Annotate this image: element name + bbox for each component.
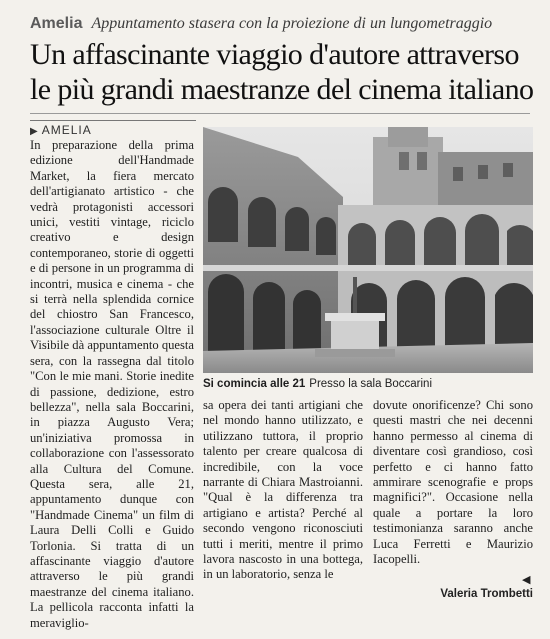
dateline-text: AMELIA (41, 123, 92, 137)
dateline (30, 120, 196, 137)
headline (30, 37, 540, 107)
headline-line-2: le più grandi maestranze del cinema italiano (30, 73, 534, 106)
article-column-1 (30, 138, 194, 630)
kicker (30, 15, 540, 33)
kicker-place: Amelia (30, 15, 83, 32)
article-column-2-text: sa opera dei tanti artigiani che nel mondo hanno utilizzato, e utilizzano tuttora, il proprio talento per creare qualcosa di incredibile, con la voce narrante di Chiara Mastroianni. "Qual è la differenza tra artigiano e artista? Perché al secondo vengono riconosciuti tutti i meriti, mentre il primo lavora nascosto in una bottega, in un laboratorio, senza le (203, 398, 363, 582)
article-column-3 (373, 398, 533, 578)
byline: Valeria Trombetti (440, 588, 533, 600)
headline-line-1: Un affascinante viaggio d'autore attraverso (30, 38, 519, 71)
dateline-arrow-icon: ▶ (30, 126, 39, 137)
article-column-2 (203, 398, 363, 603)
headline-rule (30, 113, 530, 114)
cloister-arcade-photo (203, 127, 533, 373)
article-photo (203, 127, 533, 373)
caption-time: Si comincia alle 21 (203, 378, 306, 390)
article-column-3-text: dovute onorificenze? Chi sono questi mastri che nei decenni hanno permesso al cinema di diventare così grandioso, così perfetto e ci hanno fatto ammirare scenografie e props magnifici?". Occasione nella quale a portare la loro testimonianza saranno anche Luca Ferretti e Maurizio Iacopelli. (373, 398, 533, 567)
photo-caption (203, 378, 533, 390)
caption-text: Presso la sala Boccarini (309, 378, 433, 390)
article-column-1-text: In preparazione della prima edizione dell'Handmade Market, la fiera mercato dell'artigianato artistico - che vedrà protagonisti accessori unici, vestiti vintage, riciclo creativo e design contemporaneo, storie di oggetti e di persone in un programma di incontri, musica e cinema - che si terrà nella splendida cornice del chiostro San Francesco, l'associazione culturale Oltre il Visibile dà appuntamento questa sera, con la rassegna dal titolo "Con le mie mani. Storie inedite di passione, dedizione, estro bellezza", nella sala Boccarini, in piazza Augusto Vera; un'iniziativa promossa in collaborazione con l'assessorato alla Cultura del Comune. Questa sera, alle 21, appuntamento dunque con "Handmade Cinema" un film di Laura Delli Colli e Guido Torlonia. Si tratta di un affascinante viaggio d'autore attraverso le più grandi maestranze del cinema italiano. La pellicola racconta infatti la meraviglio- (30, 138, 194, 630)
kicker-subtitle: Appuntamento stasera con la proiezione di un lungometraggio (91, 15, 493, 32)
end-of-article-icon: ◀ (522, 574, 531, 586)
